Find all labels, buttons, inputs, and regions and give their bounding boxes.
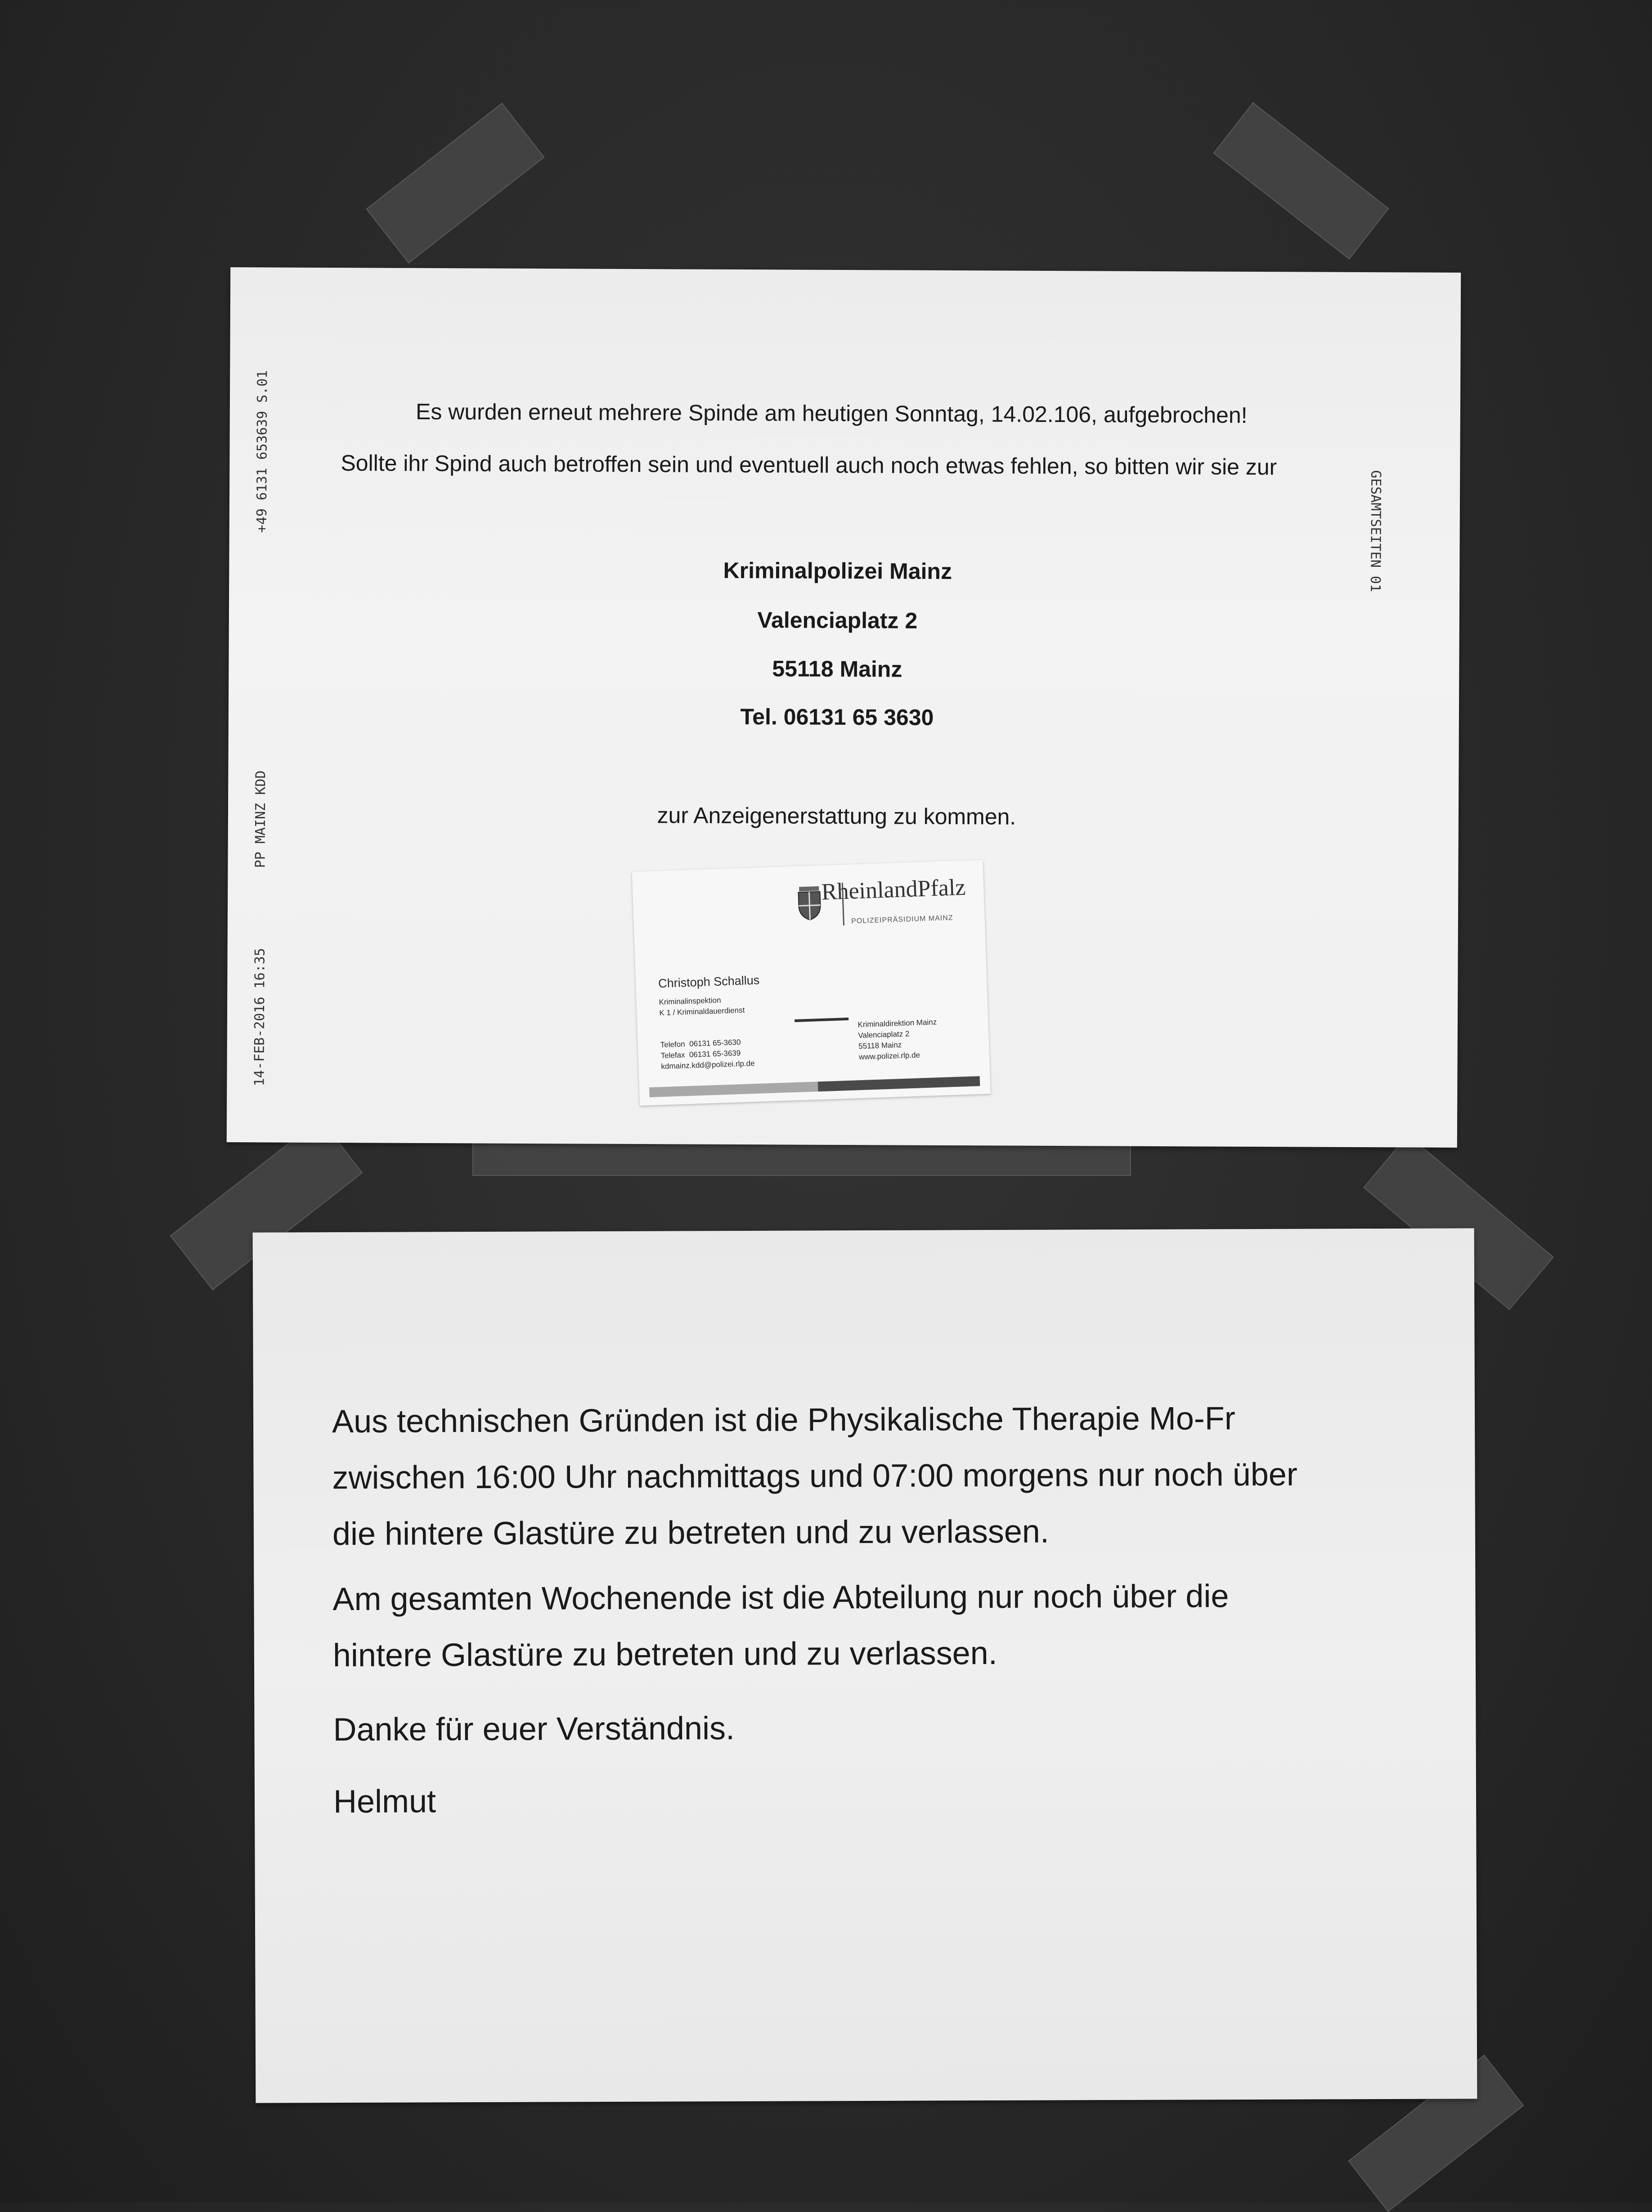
card-stripe (649, 1081, 818, 1097)
card-contact: Telefon 06131 65-3630 Telefax 06131 65-3639 kdmainz.kdd@polizei.rlp.de (660, 1038, 755, 1071)
card-department: Kriminalinspektion K 1 / Kriminaldauerdienst (659, 996, 745, 1018)
notice-line-3: die hintere Glastüre zu betreten und zu verlassen. (332, 1513, 1050, 1552)
fax-notice-sheet (227, 267, 1461, 1148)
brand-logo: RheinlandPfalz (821, 874, 966, 905)
address-line: Tel. 06131 65 3630 (740, 704, 934, 730)
fax-header-pages: GESAMTSEITEN 01 (1367, 470, 1384, 592)
notice-line-5: hintere Glastüre zu betreten und zu verlassen. (332, 1635, 997, 1674)
tape-strip (1213, 102, 1389, 260)
card-address: Kriminaldirektion Mainz Valenciaplatz 2 55118 Mainz www.polizei.rlp.de (857, 1018, 937, 1062)
notice-line-1: Aus technischen Gründen ist die Physikalische Therapie Mo-Fr (332, 1400, 1235, 1440)
tape-strip (366, 103, 544, 264)
brand-subtitle: POLIZEIPRÄSIDIUM MAINZ (851, 914, 953, 925)
address-line: Valenciaplatz 2 (757, 607, 918, 633)
business-card (632, 860, 991, 1106)
notice-line-2: Sollte ihr Spind auch betroffen sein und eventuell auch noch etwas fehlen, so bitten wir sie zur (341, 450, 1277, 480)
card-name: Christoph Schallus (658, 973, 760, 991)
fax-header-sender: PP MAINZ KDD (252, 770, 269, 868)
coat-of-arms-icon (795, 884, 825, 921)
fax-header-date: 14-FEB-2016 16:35 (251, 948, 268, 1086)
card-arrow-line (795, 1018, 848, 1022)
notice-closing: zur Anzeigenerstattung zu kommen. (657, 803, 1016, 830)
address-line: 55118 Mainz (772, 656, 902, 682)
notice-line-4: Am gesamten Wochenende ist die Abteilung nur noch über die (332, 1578, 1229, 1618)
notice-signature: Helmut (333, 1783, 436, 1820)
notice-line-1: Es wurden erneut mehrere Spinde am heutigen Sonntag, 14.02.106, aufgebrochen! (415, 399, 1248, 428)
notice-line-2: zwischen 16:00 Uhr nachmittags und 07:00 morgens nur noch über (332, 1456, 1297, 1496)
therapy-notice-sheet (253, 1228, 1477, 2103)
address-line: Kriminalpolizei Mainz (723, 557, 952, 584)
fax-header-phone: +49 6131 653639 S.01 (254, 370, 271, 533)
card-stripe (818, 1076, 980, 1091)
notice-thanks: Danke für euer Verständnis. (333, 1710, 735, 1748)
